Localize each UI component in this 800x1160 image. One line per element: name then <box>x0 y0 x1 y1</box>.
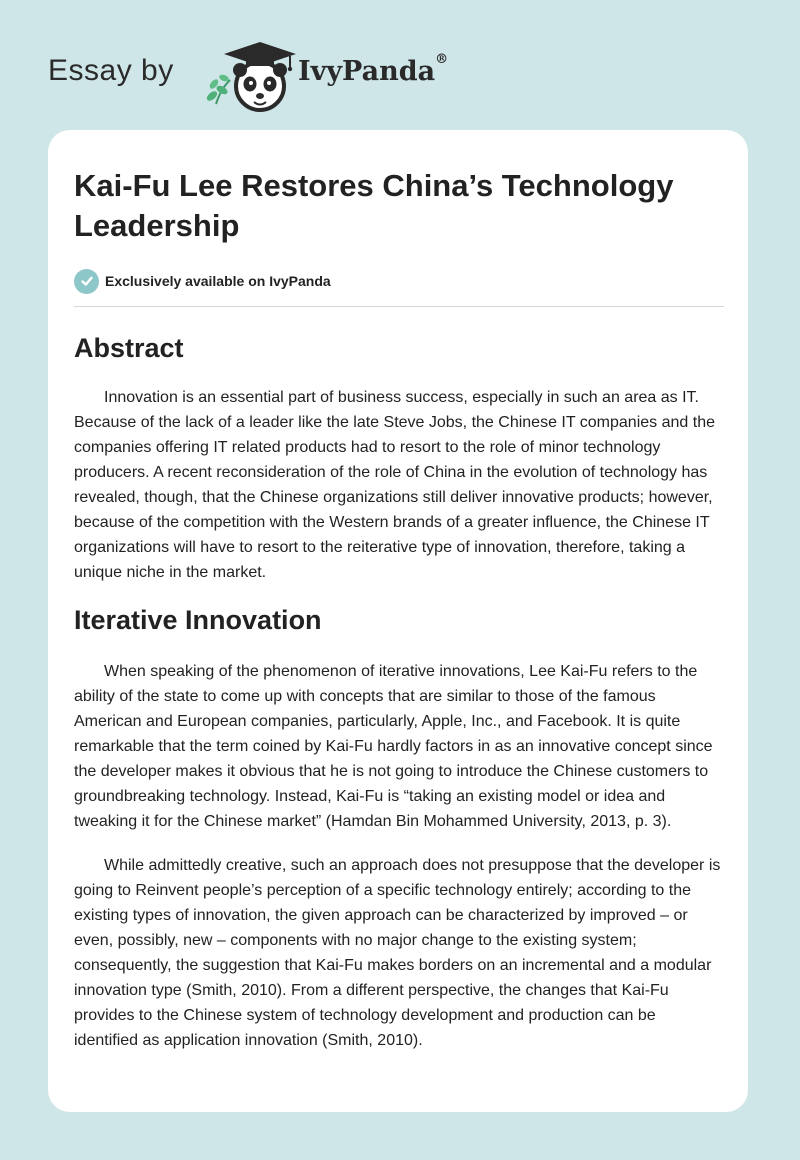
registered-mark: ® <box>435 52 449 67</box>
iterative-paragraph-2: While admittedly creative, such an approach does not presuppose that the developer is going to Reinvent people’s perception of a specific technology entirely; according to the existing types of innovation, the given approach can be characterized by improved – or even, possibly, new – components with no major change to the existing system; consequently, the suggestion that Kai-Fu makes borders on an incremental and a modular innovation type (Smith, 2010). From a different perspective, the changes that Kai-Fu provides to the Chinese system of technology development and production can be identified as application innovation (Smith, 2010). <box>74 857 721 1049</box>
iterative-paragraph-1: When speaking of the phenomenon of iterative innovations, Lee Kai-Fu refers to the ability of the state to come up with concepts that are similar to those of the famous American and European companies, particularly, Apple, Inc., and Facebook. It is quite remarkable that the term coined by Kai-Fu hardly factors in as an innovative concept since the developer makes it obvious that he is not going to introduce the Chinese customers to groundbreaking technology. Instead, Kai-Fu is “taking an existing model or idea and tweaking it for the Chinese market” (Hamdan Bin Mohammed University, 2013, p. 3). <box>74 663 713 830</box>
page-title: Kai-Fu Lee Restores China’s Technology Leadership <box>74 168 674 243</box>
divider <box>74 306 724 307</box>
essay-content <box>74 166 724 1053</box>
badge-label: Exclusively available on IvyPanda <box>105 273 331 289</box>
essay-by-label: Essay by <box>48 54 174 87</box>
essay-card <box>48 130 748 1112</box>
leaf-icon <box>205 73 230 104</box>
section-heading-abstract: Abstract <box>74 333 184 363</box>
abstract-paragraph: Innovation is an essential part of business success, especially in such an area as IT. Because of the lack of a leader like the late Steve Jobs, the Chinese IT companies and the companies offering IT related products had to resort to the role of minor technology producers. A recent reconsideration of the role of China in the evolution of technology has revealed, though, that the Chinese organizations still deliver innovative products; however, because of the competition with the Western brands of a greater influence, the Chinese IT organizations will have to resort to the reiterative type of innovation, therefore, taking a unique niche in the market. <box>74 389 715 581</box>
section-heading-iterative-innovation: Iterative Innovation <box>74 605 322 635</box>
site-header <box>48 30 748 114</box>
panda-graduate-logo[interactable] <box>202 36 302 116</box>
check-icon <box>74 269 99 294</box>
exclusive-badge <box>74 268 724 294</box>
brand-text: IvyPanda <box>298 56 436 87</box>
brand-name[interactable] <box>298 52 449 87</box>
